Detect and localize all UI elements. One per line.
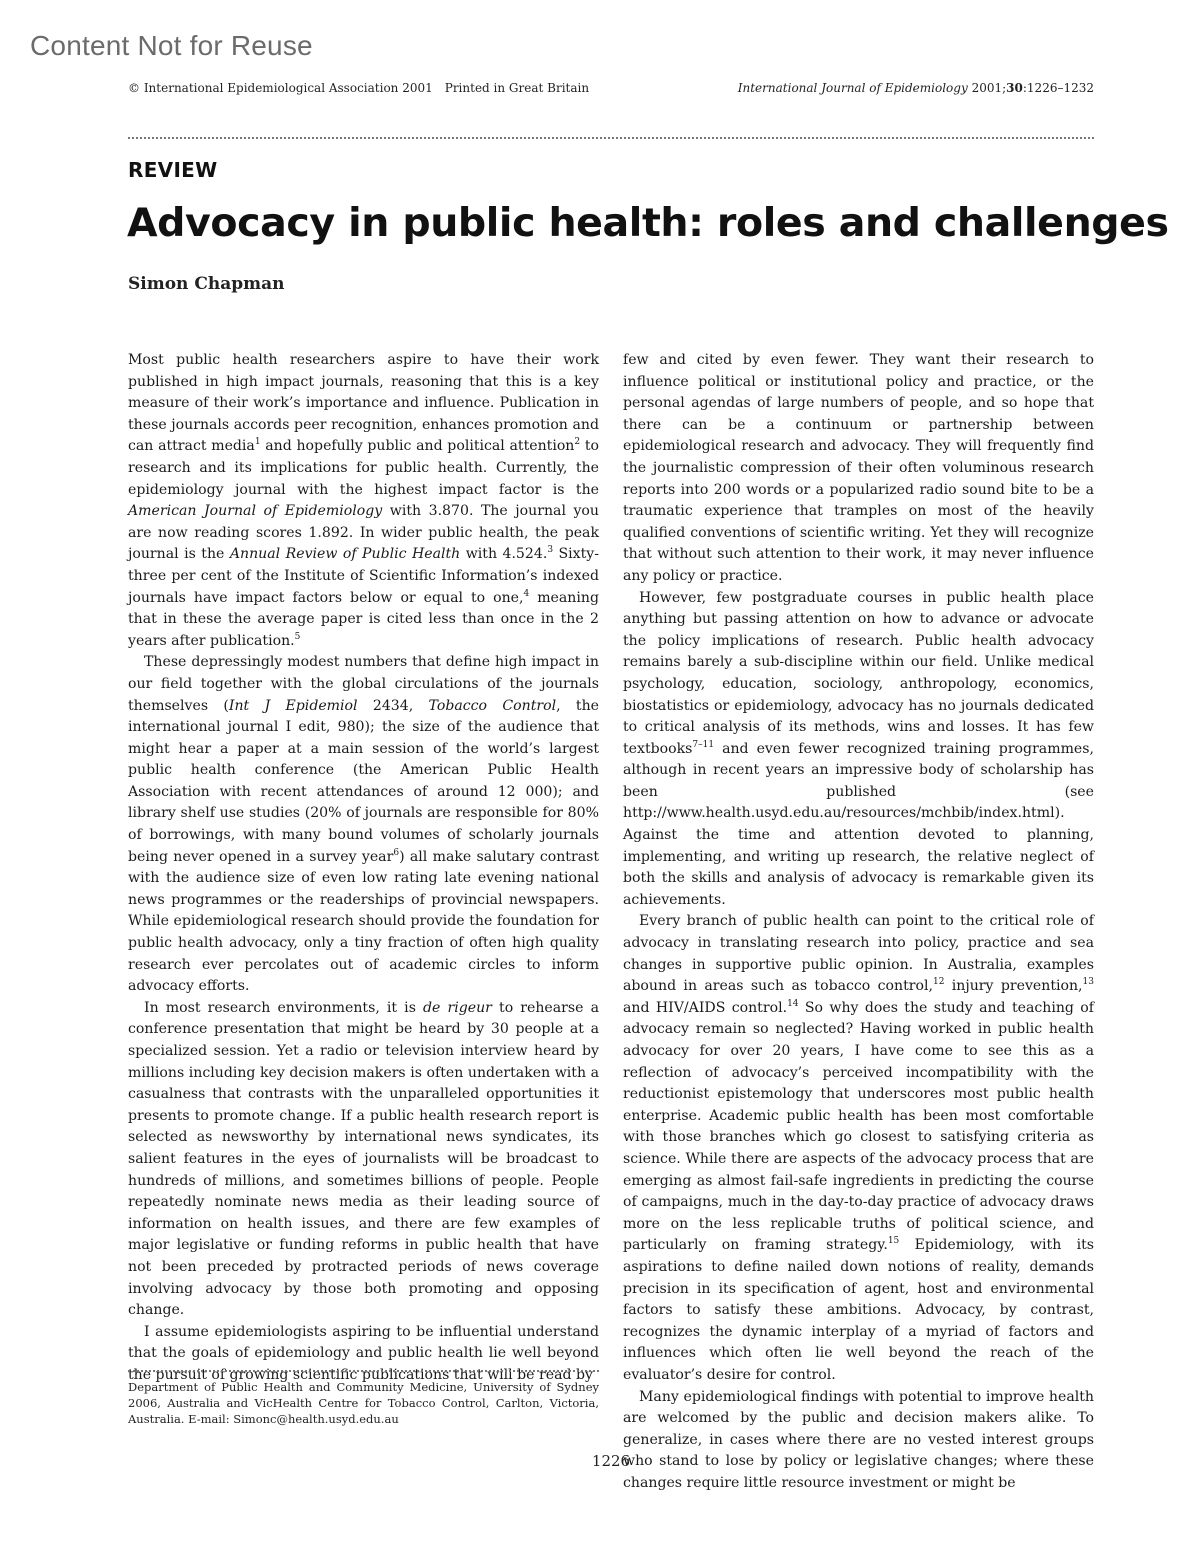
article-title: Advocacy in public health: roles and challenges	[127, 200, 1169, 246]
footnote-divider	[128, 1370, 599, 1372]
journal-citation	[738, 81, 1094, 95]
paragraph: However, few postgraduate courses in public health place anything but passing attention on how to advance or advocate the policy implications of research. Public health advocacy remains barely a sub-discipline within our field. Unlike medical psychology, education, sociology, anthropology, economics, biostatistics or epidemiology, advocacy has no journals dedicated to critical analysis of its methods, wins and losses. It has few textbooks$^{7-11}$ and even fewer recognized training programmes, although in recent years an impressive body of scholarship has been published (see http://www.health.usyd.edu.au/resources/mchbib/index.html). Against the time and attention devoted to planning, implementing, and writing up research, the relative neglect of both the skills and analysis of advocacy is remarkable given its achievements.	[623, 589, 1094, 908]
body-column-left	[128, 350, 599, 1387]
paragraph: In most research environments, it is de rigeur to rehearse a conference presentation that might be heard by 30 people at a specialized session. Yet a radio or television interview heard by millions including key decision makers is often undertaken with a casualness that contrasts with the unparalleled opportunities it presents to promote change. If a public health research report is selected as newsworthy by international news syndicates, its salient features in the eyes of journalists will be broadcast to hundreds of millions, and sometimes billions of people. People repeatedly nominate news media as their leading source of information on health issues, and there are few examples of major legislative or funding reforms in public health that have not been preceded by protracted periods of news coverage involving advocacy by those both promoting and opposing change.	[128, 999, 599, 1319]
running-header-left	[128, 81, 589, 95]
paragraph: Many epidemiological findings with potential to improve health are welcomed by the public and decision makers alike. To generalize, in cases where there are no vested interest groups who stand to lose by policy or legislative changes; where these changes require little resource investment or might be	[623, 1388, 1094, 1491]
journal-year: 2001;	[971, 81, 1007, 95]
journal-volume: 30	[1006, 81, 1023, 95]
paragraph: few and cited by even fewer. They want their research to influence political or institutional policy and practice, or the personal agendas of large numbers of people, and so hope that there can be a continuum or partnership between epidemiological research and advocacy. They will frequently find the journalistic compression of their often voluminous research reports into 200 words or a popularized radio sound bite to be a traumatic experience that tramples on most of the heavily qualified conventions of scientific writing. Yet they will recognize that without such attention to their work, it may never influence any policy or practice.	[623, 352, 1094, 584]
section-label: REVIEW	[128, 158, 218, 182]
printed-notice: Printed in Great Britain	[444, 81, 590, 95]
journal-name: International Journal of Epidemiology	[737, 81, 968, 95]
author-affiliation-footnote: Department of Public Health and Community Medicine, University of Sydney 2006, Australia and VicHealth Centre for Tobacco Control, Carlton, Victoria, Australia. E-mail: Simonc@health.usyd.edu.au	[128, 1380, 599, 1426]
watermark: Content Not for Reuse	[30, 30, 313, 61]
body-column-right	[623, 350, 1094, 1494]
article-author: Simon Chapman	[128, 274, 285, 294]
paragraph: These depressingly modest numbers that define high impact in our field together with the global circulations of the journals themselves (Int J Epidemiol 2434, Tobacco Control, the international journal I edit, 980); the size of the audience that might hear a paper at a main session of the world’s largest public health conference (the American Public Health Association with recent attendances of around 12 000); and library shelf use studies (20% of journals are responsible for 80% of borrowings, with many bound volumes of scholarly journals being never opened in a survey year$^6$) all make salutary contrast with the audience size of even low rating late evening national news programmes or the readerships of provincial newspapers. While epidemiological research should provide the foundation for public health advocacy, only a tiny fraction of often high quality research ever percolates out of academic circles to inform advocacy efforts.	[128, 654, 600, 995]
header-divider	[128, 137, 1094, 139]
copyright-notice: © International Epidemiological Association 2001	[128, 81, 433, 95]
paragraph: Every branch of public health can point to the critical role of advocacy in translating research into policy, practice and sea changes in supportive public opinion. In Australia, examples abound in areas such as tobacco control,$^{12}$ injury prevention,$^{13}$ and HIV/AIDS control.$^{14}$ So why does the study and teaching of advocacy remain so neglected? Having worked in public health advocacy for over 20 years, I have come to see this as a reflection of advocacy’s perceived incompatibility with the reductionist epistemology that underscores most public health enterprise. Academic public health has been most comfortable with those branches which go closest to satisfying criteria as science. While there are aspects of the advocacy process that are emerging as almost fail-safe ingredients in predicting the course of campaigns, much in the day-to-day practice of advocacy draws more on the less replicable truths of political science, and particularly on framing strategy.$^{15}$ Epidemiology, with its aspirations to define nailed down notions of reality, demands precision in its specification of agent, host and environmental factors to satisfy these ambitions. Advocacy, by contrast, recognizes the dynamic interplay of a myriad of factors and influences which often lie well beyond the reach of the evaluator’s desire for control.	[623, 913, 1095, 1383]
page-number: 1226	[591, 1452, 631, 1470]
paragraph: Most public health researchers aspire to have their work published in high impact journals, reasoning that this is a key measure of their work’s importance and influence. Publication in these journals accords peer recognition, enhances promotion and can attract media$^1$ and hopefully public and political attention$^2$ to research and its implications for public health. Currently, the epidemiology journal with the highest impact factor is the American Journal of Epidemiology with 3.870. The journal you are now reading scores 1.892. In wider public health, the peak journal is the Annual Review of Public Health with 4.524.$^3$ Sixty-three per cent of the Institute of Scientific Information’s indexed journals have impact factors below or equal to one,$^4$ meaning that in these the average paper is cited less than once in the 2 years after publication.$^5$	[128, 352, 599, 649]
journal-pages: :1226–1232	[1022, 81, 1094, 95]
paragraph: I assume epidemiologists aspiring to be influential understand that the goals of epidemiology and public health lie well beyond the pursuit of growing scientific publications that will be read by	[128, 1323, 599, 1383]
